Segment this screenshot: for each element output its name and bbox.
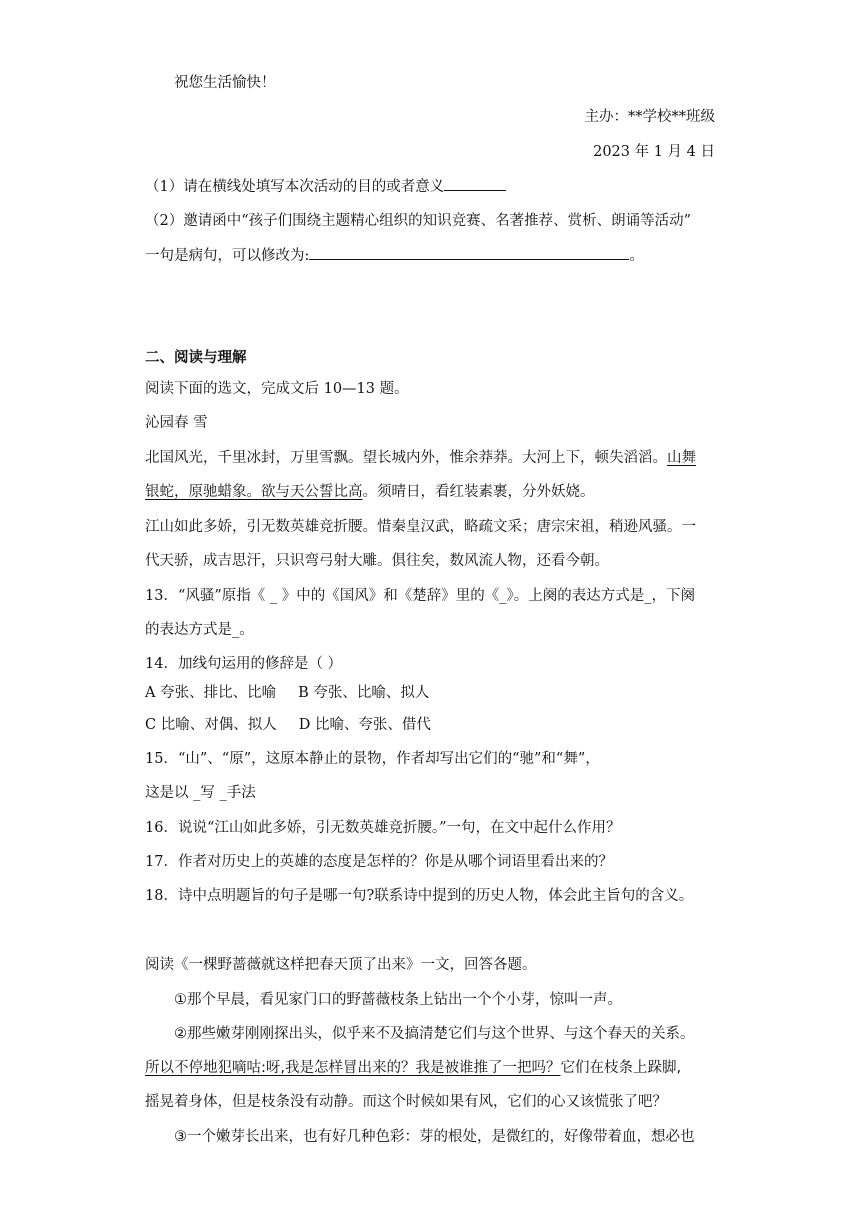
poem-stanza-1-line-1 [145,448,696,468]
poem-stanza-1-line-2 [145,482,595,502]
question-2-line-2 [145,245,644,266]
question-14: 14．加线句运用的修辞是（ ） [145,656,343,672]
poem-stanza-2-line-1: 江山如此多娇，引无数英雄竞折腰。惜秦皇汉武，略疏文采；唐宗宋祖，稍逊风骚。一 [145,519,696,535]
letter-closing: 祝您生活愉快！ [174,75,276,91]
underlined-sentence: 所以不停地犯嘀咕:呀,我是怎样冒出来的？我是被谁推了一把吗？ [145,1060,561,1076]
option-c[interactable]: C 比喻、对偶、拟人 [145,717,277,733]
question-14-options-row-1 [145,683,429,703]
section-intro: 阅读下面的选文，完成文后 10—13 题。 [145,381,409,397]
section-heading: 二、阅读与理解 [145,350,247,366]
question-18: 18．诗中点明题旨的句子是哪一句?联系诗中提到的历史人物，体会此主旨句的含义。 [145,888,694,904]
underlined-sentence: 银蛇，原驰蜡象。欲与天公誓比高 [145,484,363,500]
paragraph-2-line-2 [145,1058,681,1078]
paragraph-text: 它们在枝条上跺脚, [560,1060,682,1076]
question-13-line-2: 的表达方式是_。 [145,622,254,638]
option-a[interactable]: A 夸张、排比、比喻 [145,685,277,701]
answer-blank[interactable] [444,176,506,191]
question-2-prefix: 一句是病句，可以修改为: [145,248,310,264]
underlined-sentence: 山舞 [667,450,696,466]
question-17: 17．作者对历史上的英雄的态度是怎样的？你是从哪个词语里看出来的？ [145,854,613,870]
answer-blank[interactable] [309,245,629,260]
paragraph-2-line-3: 摇晃着身体，但是枝条没有动静。而这个时候如果有风，它们的心又该慌张了吧？ [145,1094,667,1110]
poem-title: 沁园春 雪 [145,415,208,431]
paragraph-1: ①那个早晨，看见家门口的野蔷薇枝条上钻出一个个小芽，惊叫一声。 [174,992,622,1008]
question-1-text: （1）请在横线处填写本次活动的目的或者意义 [145,179,445,195]
question-2-line-1: （2）邀请函中“孩子们围绕主题精心组织的知识竞赛、名著推荐、赏析、朗诵等活动” [145,213,692,229]
option-d[interactable]: D 比喻、夸张、借代 [298,717,431,733]
poem-text: 。须晴日，看红装素裹，分外妖娆。 [362,484,595,500]
question-13-line-1: 13．“风骚”原指《 _ 》中的《国风》和《楚辞》里的《_》。上阕的表达方式是_，下阕 [145,588,695,604]
letter-organizer: 主办：**学校**班级 [584,109,715,125]
question-15-line-2: 这是以 _写 _手法 [145,785,256,801]
paragraph-2-line-1: ②那些嫩芽刚刚探出头，似乎来不及搞清楚它们与这个世界、与这个春天的关系。 [174,1026,695,1042]
poem-stanza-2-line-2: 代天骄，成吉思汗，只识弯弓射大雕。俱往矣，数风流人物，还看今朝。 [145,553,609,569]
paragraph-3: ③一个嫩芽长出来，也有好几种色彩：芽的根处，是微红的，好像带着血，想必也 [174,1129,695,1145]
option-b[interactable]: B 夸张、比喻、拟人 [298,685,430,701]
question-14-options-row-2 [145,715,431,735]
question-16: 16．说说“江山如此多娇，引无数英雄竞折腰。”一句，在文中起什么作用？ [145,820,621,836]
poem-text: 北国风光，千里冰封，万里雪飘。望长城内外，惟余莽莽。大河上下，顿失滔滔。 [145,450,667,466]
passage-intro: 阅读《一棵野蔷薇就这样把春天顶了出来》一文，回答各题。 [145,957,537,973]
question-15-line-1: 15．“山”、“原”，这原本静止的景物，作者却写出它们的“驰”和“舞”， [145,751,600,767]
question-2-suffix: 。 [629,248,644,264]
letter-date: 2023 年 1 月 4 日 [593,144,715,160]
question-1 [145,176,506,197]
